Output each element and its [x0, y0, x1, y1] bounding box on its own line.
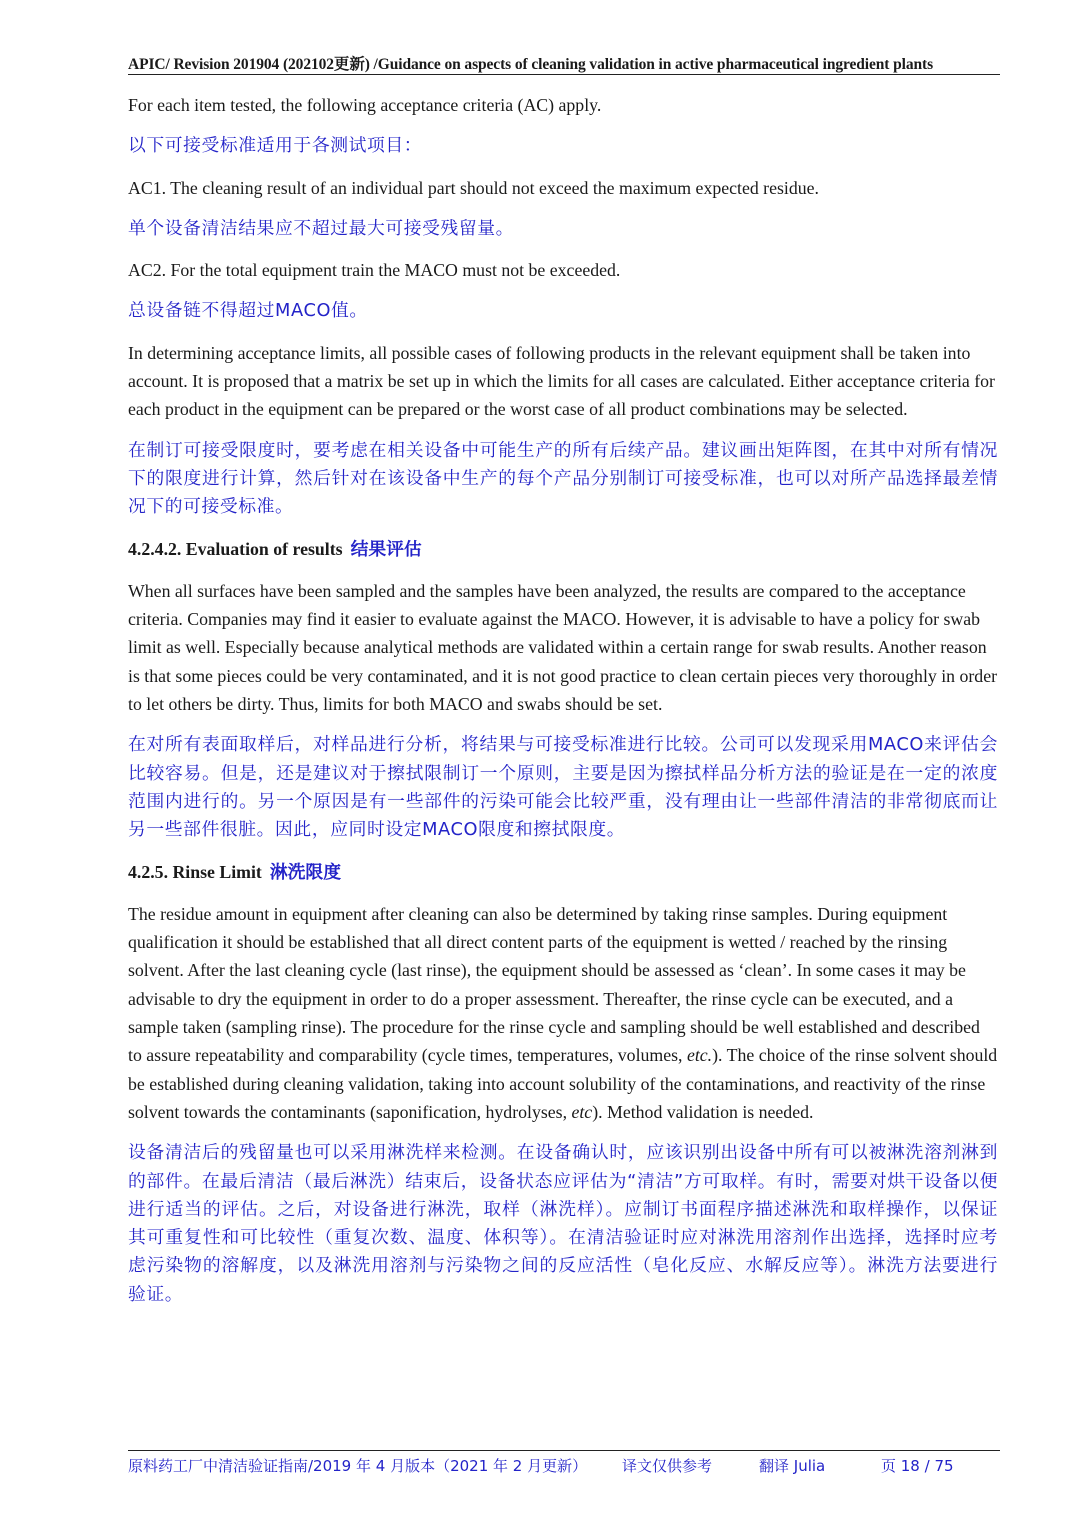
- paragraph-en: For each item tested, the following acceptance criteria (AC) apply.: [128, 95, 602, 115]
- footer-note: 译文仅供参考: [622, 1457, 713, 1475]
- paragraph-zh: 以下可接受标准适用于各测试项目：: [128, 135, 423, 157]
- section-heading-zh: 结果评估: [350, 538, 422, 560]
- criterion-ac2-zh: 总设备链不得超过MACO值。: [128, 300, 368, 322]
- footer-translator: 翻译 Julia: [759, 1457, 826, 1475]
- text-run-italic: etc.: [686, 1045, 713, 1066]
- header-divider: [128, 74, 1000, 75]
- section-heading-en: 4.2.4.2. Evaluation of results: [128, 538, 343, 559]
- text-run-italic: etc: [571, 1101, 593, 1122]
- section-heading: [128, 858, 998, 887]
- criterion-ac1-en: AC1. The cleaning result of an individual part should not exceed the maximum expected residue.: [128, 177, 819, 198]
- paragraph-zh: 在对所有表面取样后，对样品进行分析，将结果与可接受标准进行比较。公司可以发现采用MACO来评估会比较容易。但是，还是建议对于擦拭限制订一个原则，主要是因为擦拭样品分析方法的验证是在一定的浓度范围内进行的。另一个原因是有一些部件的污染可能会比较严重，没有理由让一些部件清洁的非常彻底而让另一些部件很脏。因此，应同时设定MACO限度和擦拭限度。: [128, 734, 998, 841]
- section-heading-zh: 淋洗限度: [269, 861, 341, 883]
- page-number: 页 18 / 75: [881, 1457, 954, 1475]
- text-run: ). Method validation is needed.: [592, 1101, 814, 1122]
- paragraph-en: When all surfaces have been sampled and the samples have been analyzed, the results are compared to the acceptance criteria. Companies may find it easier to evaluate against the MACO. However, it is advisable to have a policy for swab limit as well. Especially because analytical methods are validated within a certain range for swab results. Another reason is that some pieces could be very contaminated, and it is not good practice to clean certain pieces very thoroughly in order to let others be dirty. Thus, limits for both MACO and swabs should be set.: [128, 580, 998, 715]
- section-heading: [128, 535, 998, 564]
- footer-divider: [128, 1450, 1000, 1451]
- criterion-ac2-en: AC2. For the total equipment train the MACO must not be exceeded.: [128, 260, 621, 281]
- section-heading-en: 4.2.5. Rinse Limit: [128, 861, 262, 882]
- page-footer: [128, 1455, 1000, 1476]
- paragraph-en: [128, 900, 998, 1126]
- paragraph-zh: 设备清洁后的残留量也可以采用淋洗样来检测。在设备确认时，应该识别出设备中所有可以被淋洗溶剂淋到的部件。在最后清洁（最后淋洗）结束后，设备状态应评估为“清洁”方可取样。有时，需要对烘干设备以便进行适当的评估。之后，对设备进行淋洗，取样（淋洗样）。应制订书面程序描述淋洗和取样操作，以保证其可重复性和可比较性（重复次数、温度、体积等）。在清洁验证时应对淋洗用溶剂作出选择，选择时应考虑污染物的溶解度，以及淋洗用溶剂与污染物之间的反应活性（皂化反应、水解反应等）。淋洗方法要进行验证。: [128, 1142, 998, 1305]
- document-body: [128, 91, 998, 1322]
- footer-title: 原料药工厂中清洁验证指南/2019 年 4 月版本（2021 年 2 月更新）: [128, 1457, 588, 1475]
- paragraph-zh: 在制订可接受限度时，要考虑在相关设备中可能生产的所有后续产品。建议画出矩阵图，在其中对所有情况下的限度进行计算，然后针对在该设备中生产的每个产品分别制订可接受标准，也可以对所产品选择最差情况下的可接受标准。: [128, 439, 998, 518]
- text-run: The residue amount in equipment after cleaning can also be determined by taking rinse samples. During equipment qualification it should be established that all direct content parts of the equipment is wetted / reached by the rinsing solvent. After the last cleaning cycle (last rinse), the equipment should be assessed as ‘clean’. In some cases it may be advisable to dry the equipment in order to do a proper assessment. Thereafter, the rinse cycle can be executed, and a sample taken (sampling rinse). The procedure for the rinse cycle and sampling should be well established and described to assure repeatability and comparability (cycle times, temperatures, volumes,: [128, 903, 980, 1066]
- criterion-ac1-zh: 单个设备清洁结果应不超过最大可接受残留量。: [128, 217, 515, 239]
- text-run: ). The choice of the rinse solvent should be established during cleaning validation, taking into account solubility of the contaminations, and reactivity of the rinse solvent towards the contaminants (saponification, hydrolyses,: [128, 1045, 998, 1122]
- paragraph-en: In determining acceptance limits, all possible cases of following products in the relevant equipment shall be taken into account. It is proposed that a matrix be set up in which the limits for all cases are calculated. Either acceptance criteria for each product in the equipment can be prepared or the worst case of all product combinations may be selected.: [128, 342, 995, 420]
- page-header: APIC/ Revision 201904 (202102更新) /Guidance on aspects of cleaning validation in active pharmaceutical ingredient plants: [128, 56, 934, 73]
